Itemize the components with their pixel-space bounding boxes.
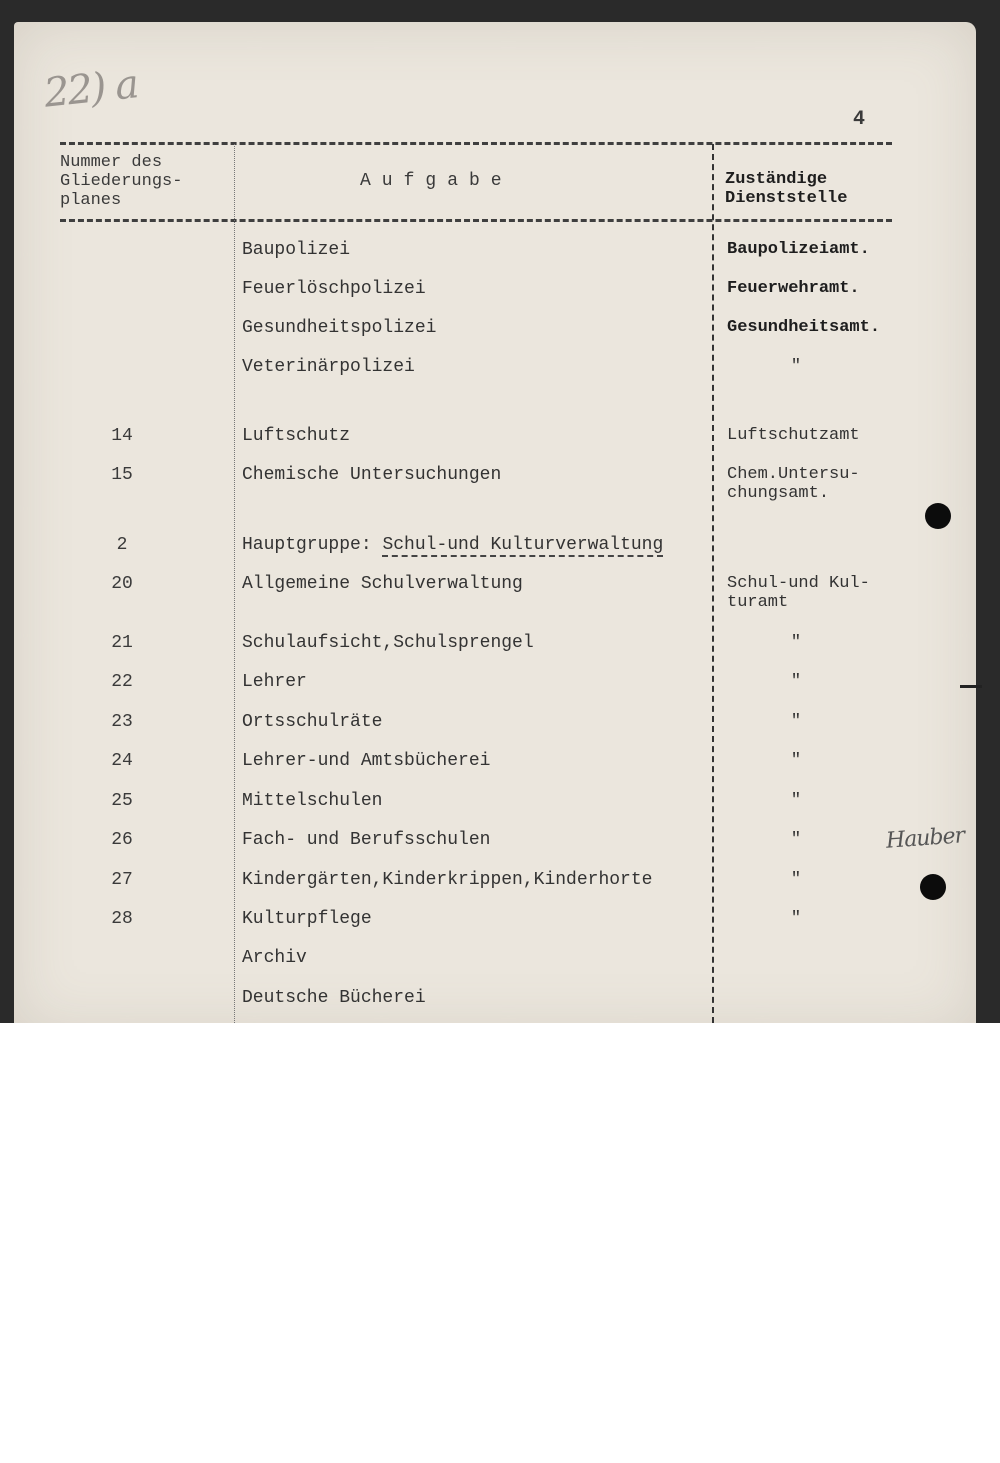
table-row bbox=[0, 948, 1000, 972]
table-row bbox=[0, 830, 1000, 854]
row-task-prefix: Hauptgruppe: bbox=[242, 535, 383, 555]
row-task: Gesundheitspolizei bbox=[242, 318, 437, 338]
table-row bbox=[0, 318, 1000, 342]
table-row bbox=[0, 751, 1000, 775]
table-row bbox=[0, 426, 1000, 450]
table-row bbox=[0, 909, 1000, 933]
row-task-underlined: Schul-und Kulturverwaltung bbox=[382, 535, 664, 555]
row-task: Veterinärpolizei bbox=[242, 357, 415, 377]
header-task-column: Aufgabe bbox=[360, 171, 513, 191]
page-number: 4 bbox=[853, 108, 866, 131]
table-row bbox=[0, 988, 1000, 1012]
row-task: Fach- und Berufsschulen bbox=[242, 830, 491, 850]
row-department: Schul-und Kul- turamt bbox=[727, 574, 870, 612]
row-task: Deutsche Bücherei bbox=[242, 988, 426, 1008]
row-number: 20 bbox=[111, 574, 133, 594]
table-row bbox=[0, 791, 1000, 815]
ditto-mark: " bbox=[790, 909, 802, 928]
row-task: Lehrer bbox=[242, 672, 307, 692]
handwritten-margin-note: Hauber bbox=[885, 823, 965, 854]
row-number: 15 bbox=[111, 465, 133, 485]
ditto-mark: " bbox=[790, 672, 802, 691]
ditto-mark: " bbox=[790, 633, 802, 652]
row-number: 23 bbox=[111, 712, 133, 732]
header-number-column: Nummer des Gliederungs- planes bbox=[60, 153, 183, 210]
table-row bbox=[0, 672, 1000, 696]
table-row bbox=[0, 574, 1000, 612]
row-task: Kindergärten,Kinderkrippen,Kinderhorte bbox=[242, 870, 653, 890]
ditto-mark: " bbox=[790, 870, 802, 889]
row-number: 26 bbox=[111, 830, 133, 850]
row-number: 2 bbox=[116, 535, 128, 555]
table-row bbox=[0, 870, 1000, 894]
row-task: Feuerlöschpolizei bbox=[242, 279, 426, 299]
row-task: Luftschutz bbox=[242, 426, 351, 446]
row-task: Archiv bbox=[242, 948, 307, 968]
header-top-rule bbox=[60, 142, 892, 145]
row-task: Baupolizei bbox=[242, 240, 351, 260]
ditto-mark: " bbox=[790, 712, 802, 731]
row-number: 21 bbox=[111, 633, 133, 653]
row-department: Feuerwehramt. bbox=[727, 279, 860, 298]
row-task: Lehrer-und Amtsbücherei bbox=[242, 751, 491, 771]
handwritten-reference: 22) a bbox=[41, 61, 140, 117]
row-department: Gesundheitsamt. bbox=[727, 318, 881, 337]
row-task bbox=[242, 535, 663, 555]
ditto-mark: " bbox=[790, 791, 802, 810]
table-row bbox=[0, 712, 1000, 736]
row-task: Kulturpflege bbox=[242, 909, 372, 929]
row-number: 14 bbox=[111, 426, 133, 446]
table-row bbox=[0, 465, 1000, 503]
table-row bbox=[0, 633, 1000, 657]
row-number: 25 bbox=[111, 791, 133, 811]
punch-hole-bottom bbox=[920, 874, 946, 900]
ditto-mark: " bbox=[790, 357, 802, 376]
row-number: 22 bbox=[111, 672, 133, 692]
blank-area bbox=[0, 1023, 1000, 1463]
table-row bbox=[0, 240, 1000, 264]
row-task: Allgemeine Schulverwaltung bbox=[242, 574, 523, 594]
table-row bbox=[0, 357, 1000, 381]
row-number: 28 bbox=[111, 909, 133, 929]
row-department: Chem.Untersu- chungsamt. bbox=[727, 465, 860, 503]
row-task: Schulaufsicht,Schulsprengel bbox=[242, 633, 534, 653]
row-number: 27 bbox=[111, 870, 133, 890]
table-row bbox=[0, 535, 1000, 559]
ditto-mark: " bbox=[790, 830, 802, 849]
row-task: Ortsschulräte bbox=[242, 712, 383, 732]
margin-mark bbox=[960, 685, 982, 688]
punch-hole-top bbox=[925, 503, 951, 529]
header-bottom-rule bbox=[60, 219, 892, 222]
header-department-column: Zuständige Dienststelle bbox=[725, 170, 848, 208]
table-row bbox=[0, 279, 1000, 303]
ditto-mark: " bbox=[790, 751, 802, 770]
row-task: Mittelschulen bbox=[242, 791, 383, 811]
row-department: Baupolizeiamt. bbox=[727, 240, 870, 259]
row-department: Luftschutzamt bbox=[727, 426, 860, 445]
row-number: 24 bbox=[111, 751, 133, 771]
row-task: Chemische Untersuchungen bbox=[242, 465, 502, 485]
